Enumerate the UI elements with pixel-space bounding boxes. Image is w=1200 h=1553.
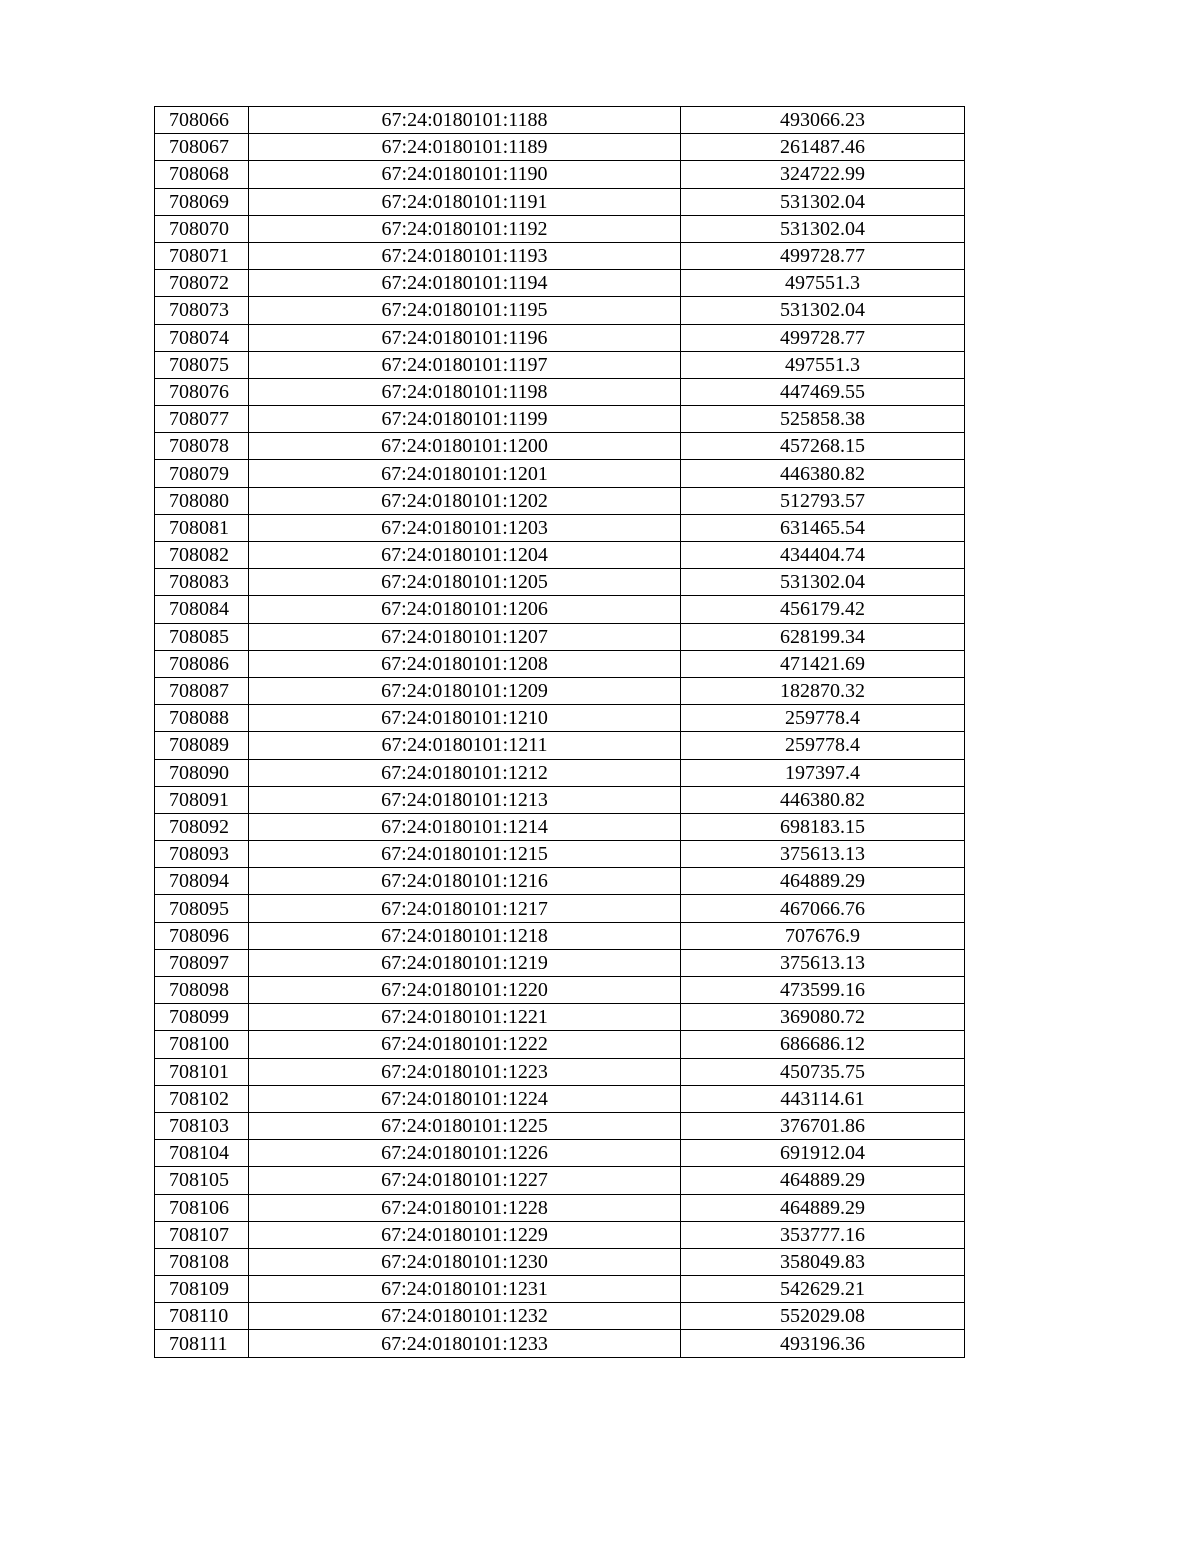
table-row bbox=[155, 460, 965, 487]
cadastral-value-cell: 375613.13 bbox=[681, 949, 965, 976]
cadastral-number-cell: 67:24:0180101:1216 bbox=[249, 868, 681, 895]
row-number-cell: 708077 bbox=[155, 406, 249, 433]
cadastral-number-cell: 67:24:0180101:1223 bbox=[249, 1058, 681, 1085]
cadastral-number-cell: 67:24:0180101:1192 bbox=[249, 215, 681, 242]
cadastral-value-cell: 707676.9 bbox=[681, 922, 965, 949]
row-number-cell: 708071 bbox=[155, 242, 249, 269]
cadastral-value-cell: 464889.29 bbox=[681, 1194, 965, 1221]
row-number-cell: 708076 bbox=[155, 378, 249, 405]
cadastral-value-cell: 493196.36 bbox=[681, 1330, 965, 1357]
table-row bbox=[155, 406, 965, 433]
table-row bbox=[155, 134, 965, 161]
row-number-cell: 708066 bbox=[155, 107, 249, 134]
table-row bbox=[155, 922, 965, 949]
row-number-cell: 708099 bbox=[155, 1004, 249, 1031]
cadastral-number-cell: 67:24:0180101:1218 bbox=[249, 922, 681, 949]
table-row bbox=[155, 813, 965, 840]
cadastral-number-cell: 67:24:0180101:1227 bbox=[249, 1167, 681, 1194]
row-number-cell: 708102 bbox=[155, 1085, 249, 1112]
cadastral-value-cell: 531302.04 bbox=[681, 297, 965, 324]
row-number-cell: 708087 bbox=[155, 677, 249, 704]
row-number-cell: 708095 bbox=[155, 895, 249, 922]
table-row bbox=[155, 1004, 965, 1031]
cadastral-value-cell: 261487.46 bbox=[681, 134, 965, 161]
row-number-cell: 708084 bbox=[155, 596, 249, 623]
table-row bbox=[155, 188, 965, 215]
cadastral-number-cell: 67:24:0180101:1191 bbox=[249, 188, 681, 215]
table-row bbox=[155, 1221, 965, 1248]
table-row bbox=[155, 1194, 965, 1221]
cadastral-number-cell: 67:24:0180101:1215 bbox=[249, 841, 681, 868]
table-row bbox=[155, 1330, 965, 1357]
cadastral-value-cell: 464889.29 bbox=[681, 1167, 965, 1194]
cadastral-value-cell: 447469.55 bbox=[681, 378, 965, 405]
row-number-cell: 708108 bbox=[155, 1248, 249, 1275]
row-number-cell: 708075 bbox=[155, 351, 249, 378]
table-row bbox=[155, 895, 965, 922]
cadastral-value-cell: 531302.04 bbox=[681, 188, 965, 215]
table-row bbox=[155, 1167, 965, 1194]
cadastral-value-cell: 525858.38 bbox=[681, 406, 965, 433]
table-row bbox=[155, 1140, 965, 1167]
table-row bbox=[155, 215, 965, 242]
row-number-cell: 708082 bbox=[155, 542, 249, 569]
cadastral-value-cell: 369080.72 bbox=[681, 1004, 965, 1031]
table-row bbox=[155, 977, 965, 1004]
cadastral-number-cell: 67:24:0180101:1189 bbox=[249, 134, 681, 161]
cadastral-number-cell: 67:24:0180101:1198 bbox=[249, 378, 681, 405]
row-number-cell: 708072 bbox=[155, 270, 249, 297]
cadastral-value-cell: 456179.42 bbox=[681, 596, 965, 623]
cadastral-value-cell: 443114.61 bbox=[681, 1085, 965, 1112]
table-row bbox=[155, 324, 965, 351]
row-number-cell: 708086 bbox=[155, 650, 249, 677]
table-row bbox=[155, 270, 965, 297]
cadastral-number-cell: 67:24:0180101:1217 bbox=[249, 895, 681, 922]
table-row bbox=[155, 1248, 965, 1275]
cadastral-number-cell: 67:24:0180101:1194 bbox=[249, 270, 681, 297]
cadastral-value-cell: 552029.08 bbox=[681, 1303, 965, 1330]
table-row bbox=[155, 107, 965, 134]
row-number-cell: 708093 bbox=[155, 841, 249, 868]
cadastral-number-cell: 67:24:0180101:1211 bbox=[249, 732, 681, 759]
row-number-cell: 708107 bbox=[155, 1221, 249, 1248]
row-number-cell: 708080 bbox=[155, 487, 249, 514]
row-number-cell: 708078 bbox=[155, 433, 249, 460]
cadastral-value-cell: 631465.54 bbox=[681, 514, 965, 541]
cadastral-number-cell: 67:24:0180101:1199 bbox=[249, 406, 681, 433]
row-number-cell: 708109 bbox=[155, 1276, 249, 1303]
table-row bbox=[155, 705, 965, 732]
table-row bbox=[155, 378, 965, 405]
cadastral-value-cell: 375613.13 bbox=[681, 841, 965, 868]
cadastral-number-cell: 67:24:0180101:1233 bbox=[249, 1330, 681, 1357]
cadastral-value-cell: 471421.69 bbox=[681, 650, 965, 677]
cadastral-value-cell: 197397.4 bbox=[681, 759, 965, 786]
cadastral-value-cell: 434404.74 bbox=[681, 542, 965, 569]
cadastral-number-cell: 67:24:0180101:1190 bbox=[249, 161, 681, 188]
row-number-cell: 708101 bbox=[155, 1058, 249, 1085]
table-row bbox=[155, 542, 965, 569]
row-number-cell: 708067 bbox=[155, 134, 249, 161]
row-number-cell: 708083 bbox=[155, 569, 249, 596]
cadastral-number-cell: 67:24:0180101:1225 bbox=[249, 1112, 681, 1139]
cadastral-number-cell: 67:24:0180101:1231 bbox=[249, 1276, 681, 1303]
table-row bbox=[155, 161, 965, 188]
cadastral-number-cell: 67:24:0180101:1188 bbox=[249, 107, 681, 134]
cadastral-value-cell: 182870.32 bbox=[681, 677, 965, 704]
row-number-cell: 708098 bbox=[155, 977, 249, 1004]
row-number-cell: 708105 bbox=[155, 1167, 249, 1194]
cadastral-number-cell: 67:24:0180101:1229 bbox=[249, 1221, 681, 1248]
cadastral-value-cell: 446380.82 bbox=[681, 460, 965, 487]
cadastral-number-cell: 67:24:0180101:1228 bbox=[249, 1194, 681, 1221]
table-row bbox=[155, 1303, 965, 1330]
cadastral-number-cell: 67:24:0180101:1224 bbox=[249, 1085, 681, 1112]
table-body bbox=[155, 107, 965, 1358]
table-row bbox=[155, 1085, 965, 1112]
cadastral-number-cell: 67:24:0180101:1197 bbox=[249, 351, 681, 378]
cadastral-value-cell: 446380.82 bbox=[681, 786, 965, 813]
cadastral-value-cell: 467066.76 bbox=[681, 895, 965, 922]
cadastral-value-cell: 698183.15 bbox=[681, 813, 965, 840]
row-number-cell: 708106 bbox=[155, 1194, 249, 1221]
cadastral-value-cell: 358049.83 bbox=[681, 1248, 965, 1275]
cadastral-value-cell: 628199.34 bbox=[681, 623, 965, 650]
table-row bbox=[155, 487, 965, 514]
row-number-cell: 708070 bbox=[155, 215, 249, 242]
cadastral-number-cell: 67:24:0180101:1193 bbox=[249, 242, 681, 269]
table-row bbox=[155, 433, 965, 460]
cadastral-value-cell: 324722.99 bbox=[681, 161, 965, 188]
row-number-cell: 708092 bbox=[155, 813, 249, 840]
table-row bbox=[155, 297, 965, 324]
table-row bbox=[155, 514, 965, 541]
cadastral-value-cell: 531302.04 bbox=[681, 215, 965, 242]
cadastral-number-cell: 67:24:0180101:1205 bbox=[249, 569, 681, 596]
cadastral-number-cell: 67:24:0180101:1207 bbox=[249, 623, 681, 650]
cadastral-value-cell: 499728.77 bbox=[681, 242, 965, 269]
cadastral-value-cell: 691912.04 bbox=[681, 1140, 965, 1167]
cadastral-number-cell: 67:24:0180101:1213 bbox=[249, 786, 681, 813]
row-number-cell: 708091 bbox=[155, 786, 249, 813]
cadastral-number-cell: 67:24:0180101:1206 bbox=[249, 596, 681, 623]
row-number-cell: 708074 bbox=[155, 324, 249, 351]
row-number-cell: 708100 bbox=[155, 1031, 249, 1058]
cadastral-number-cell: 67:24:0180101:1204 bbox=[249, 542, 681, 569]
table-row bbox=[155, 351, 965, 378]
cadastral-value-cell: 686686.12 bbox=[681, 1031, 965, 1058]
cadastral-number-cell: 67:24:0180101:1220 bbox=[249, 977, 681, 1004]
cadastral-number-cell: 67:24:0180101:1201 bbox=[249, 460, 681, 487]
cadastral-number-cell: 67:24:0180101:1195 bbox=[249, 297, 681, 324]
table-row bbox=[155, 596, 965, 623]
cadastral-value-cell: 450735.75 bbox=[681, 1058, 965, 1085]
cadastral-value-cell: 531302.04 bbox=[681, 569, 965, 596]
table-row bbox=[155, 949, 965, 976]
row-number-cell: 708110 bbox=[155, 1303, 249, 1330]
table-row bbox=[155, 1058, 965, 1085]
cadastral-number-cell: 67:24:0180101:1230 bbox=[249, 1248, 681, 1275]
table-row bbox=[155, 786, 965, 813]
table-row bbox=[155, 841, 965, 868]
cadastral-value-cell: 376701.86 bbox=[681, 1112, 965, 1139]
cadastral-number-cell: 67:24:0180101:1221 bbox=[249, 1004, 681, 1031]
cadastral-value-cell: 473599.16 bbox=[681, 977, 965, 1004]
table-row bbox=[155, 677, 965, 704]
table-row bbox=[155, 623, 965, 650]
cadastral-value-cell: 497551.3 bbox=[681, 351, 965, 378]
table-row bbox=[155, 1031, 965, 1058]
cadastral-number-cell: 67:24:0180101:1210 bbox=[249, 705, 681, 732]
cadastral-number-cell: 67:24:0180101:1208 bbox=[249, 650, 681, 677]
cadastral-value-cell: 493066.23 bbox=[681, 107, 965, 134]
row-number-cell: 708090 bbox=[155, 759, 249, 786]
cadastral-value-cell: 512793.57 bbox=[681, 487, 965, 514]
cadastral-value-cell: 457268.15 bbox=[681, 433, 965, 460]
row-number-cell: 708094 bbox=[155, 868, 249, 895]
cadastral-number-cell: 67:24:0180101:1196 bbox=[249, 324, 681, 351]
cadastral-number-cell: 67:24:0180101:1226 bbox=[249, 1140, 681, 1167]
row-number-cell: 708089 bbox=[155, 732, 249, 759]
table-row bbox=[155, 1276, 965, 1303]
cadastral-value-cell: 259778.4 bbox=[681, 705, 965, 732]
table-row bbox=[155, 759, 965, 786]
cadastral-value-cell: 542629.21 bbox=[681, 1276, 965, 1303]
cadastral-number-cell: 67:24:0180101:1222 bbox=[249, 1031, 681, 1058]
row-number-cell: 708096 bbox=[155, 922, 249, 949]
row-number-cell: 708085 bbox=[155, 623, 249, 650]
row-number-cell: 708079 bbox=[155, 460, 249, 487]
cadastral-value-cell: 464889.29 bbox=[681, 868, 965, 895]
row-number-cell: 708097 bbox=[155, 949, 249, 976]
table-row bbox=[155, 732, 965, 759]
row-number-cell: 708081 bbox=[155, 514, 249, 541]
cadastral-value-cell: 259778.4 bbox=[681, 732, 965, 759]
row-number-cell: 708111 bbox=[155, 1330, 249, 1357]
cadastral-value-cell: 497551.3 bbox=[681, 270, 965, 297]
cadastral-number-cell: 67:24:0180101:1232 bbox=[249, 1303, 681, 1330]
row-number-cell: 708104 bbox=[155, 1140, 249, 1167]
table-row bbox=[155, 868, 965, 895]
cadastral-number-cell: 67:24:0180101:1202 bbox=[249, 487, 681, 514]
cadastral-number-cell: 67:24:0180101:1214 bbox=[249, 813, 681, 840]
row-number-cell: 708073 bbox=[155, 297, 249, 324]
cadastral-value-cell: 353777.16 bbox=[681, 1221, 965, 1248]
table-row bbox=[155, 1112, 965, 1139]
row-number-cell: 708068 bbox=[155, 161, 249, 188]
cadastral-number-cell: 67:24:0180101:1212 bbox=[249, 759, 681, 786]
table-row bbox=[155, 650, 965, 677]
row-number-cell: 708088 bbox=[155, 705, 249, 732]
row-number-cell: 708103 bbox=[155, 1112, 249, 1139]
cadastral-value-table bbox=[154, 106, 965, 1358]
cadastral-number-cell: 67:24:0180101:1203 bbox=[249, 514, 681, 541]
cadastral-value-cell: 499728.77 bbox=[681, 324, 965, 351]
cadastral-number-cell: 67:24:0180101:1209 bbox=[249, 677, 681, 704]
table-row bbox=[155, 569, 965, 596]
table-row bbox=[155, 242, 965, 269]
cadastral-number-cell: 67:24:0180101:1219 bbox=[249, 949, 681, 976]
cadastral-number-cell: 67:24:0180101:1200 bbox=[249, 433, 681, 460]
row-number-cell: 708069 bbox=[155, 188, 249, 215]
